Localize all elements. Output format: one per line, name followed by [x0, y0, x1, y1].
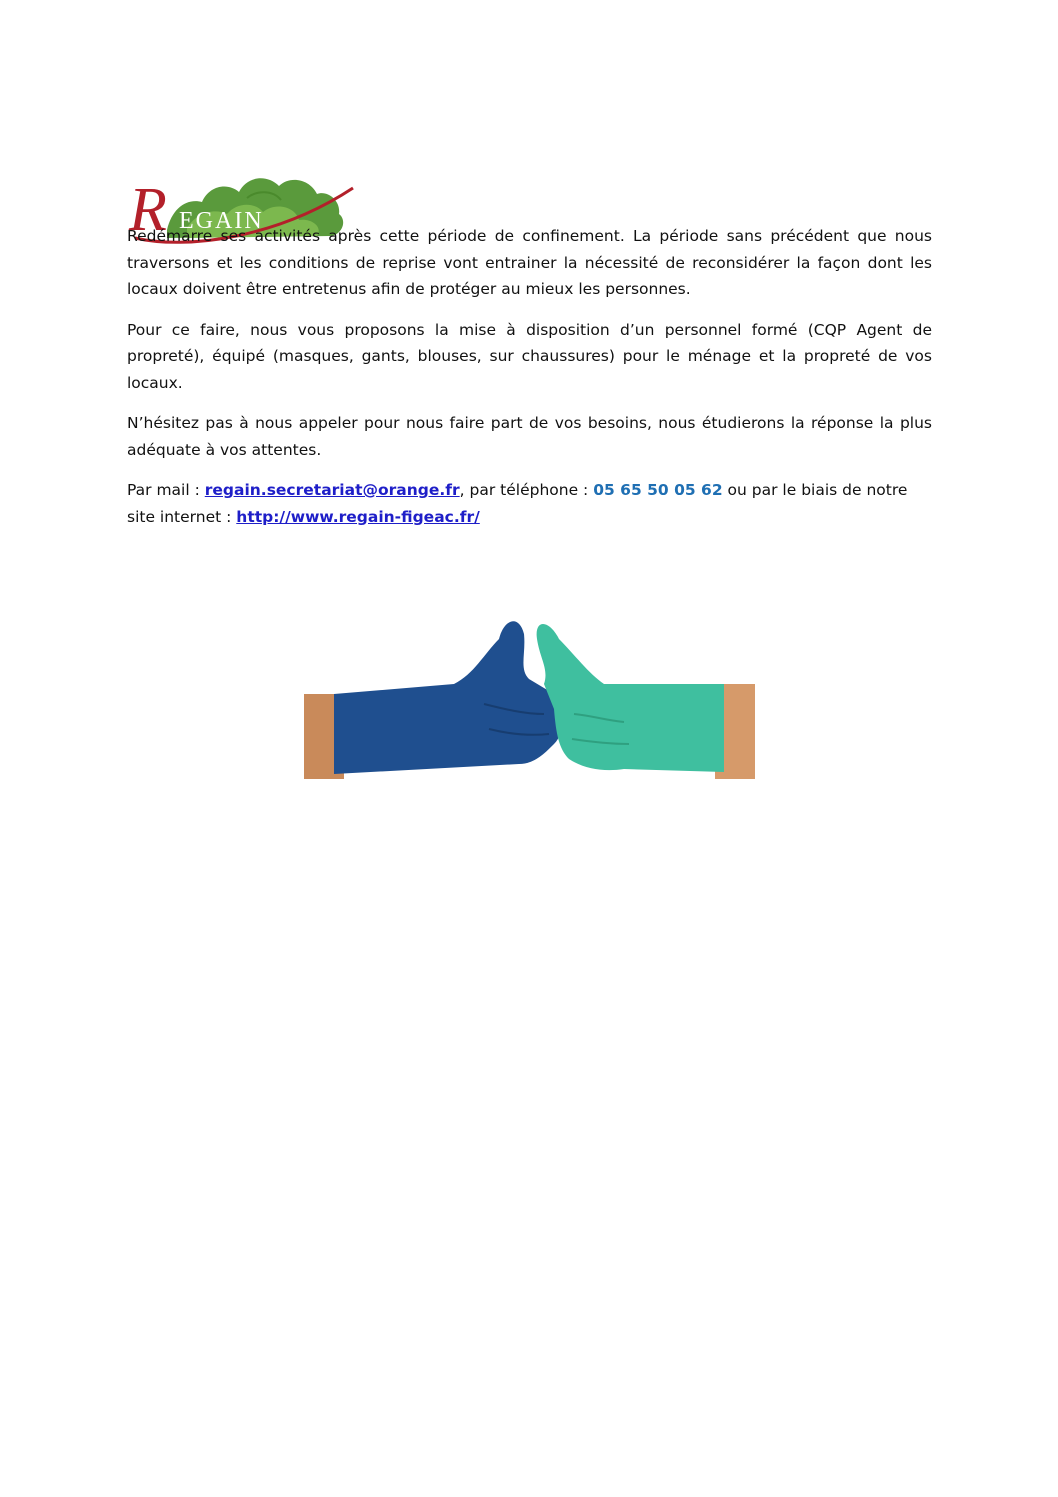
svg-text:EGAIN: EGAIN	[179, 208, 264, 234]
intro-paragraph: Redémarre ses activités après cette période de confinement. La période sans précédent que nous traversons et les conditions de reprise vont entrainer la nécessité de reconsidérer la façon dont les locaux doivent être entretenus afin de protéger au mieux les personnes.	[127, 227, 932, 298]
mail-label: Par mail :	[127, 481, 205, 499]
site-label: ou par le biais de notre site internet :	[127, 481, 908, 526]
svg-text:R: R	[129, 176, 167, 244]
phone-label: , par téléphone :	[459, 481, 594, 499]
gloves-thumbs-up-image	[304, 614, 755, 779]
offer-paragraph: Pour ce faire, nous vous proposons la mise à disposition d’un personnel formé (CQP Agent de propreté), équipé (masques, gants, blouses, sur chaussures) pour le ménage et la propreté de vos locaux.	[127, 320, 932, 392]
document-body	[127, 168, 932, 544]
phone-number: 05 65 50 05 62	[593, 481, 723, 499]
website-link[interactable]: http://www.regain-figeac.fr/	[236, 507, 480, 526]
contact-paragraph	[127, 477, 932, 530]
call-paragraph: N’hésitez pas à nous appeler pour nous faire part de vos besoins, nous étudierons la réponse la plus adéquate à vos attentes.	[127, 414, 932, 459]
email-link[interactable]: regain.secretariat@orange.fr	[204, 481, 460, 499]
